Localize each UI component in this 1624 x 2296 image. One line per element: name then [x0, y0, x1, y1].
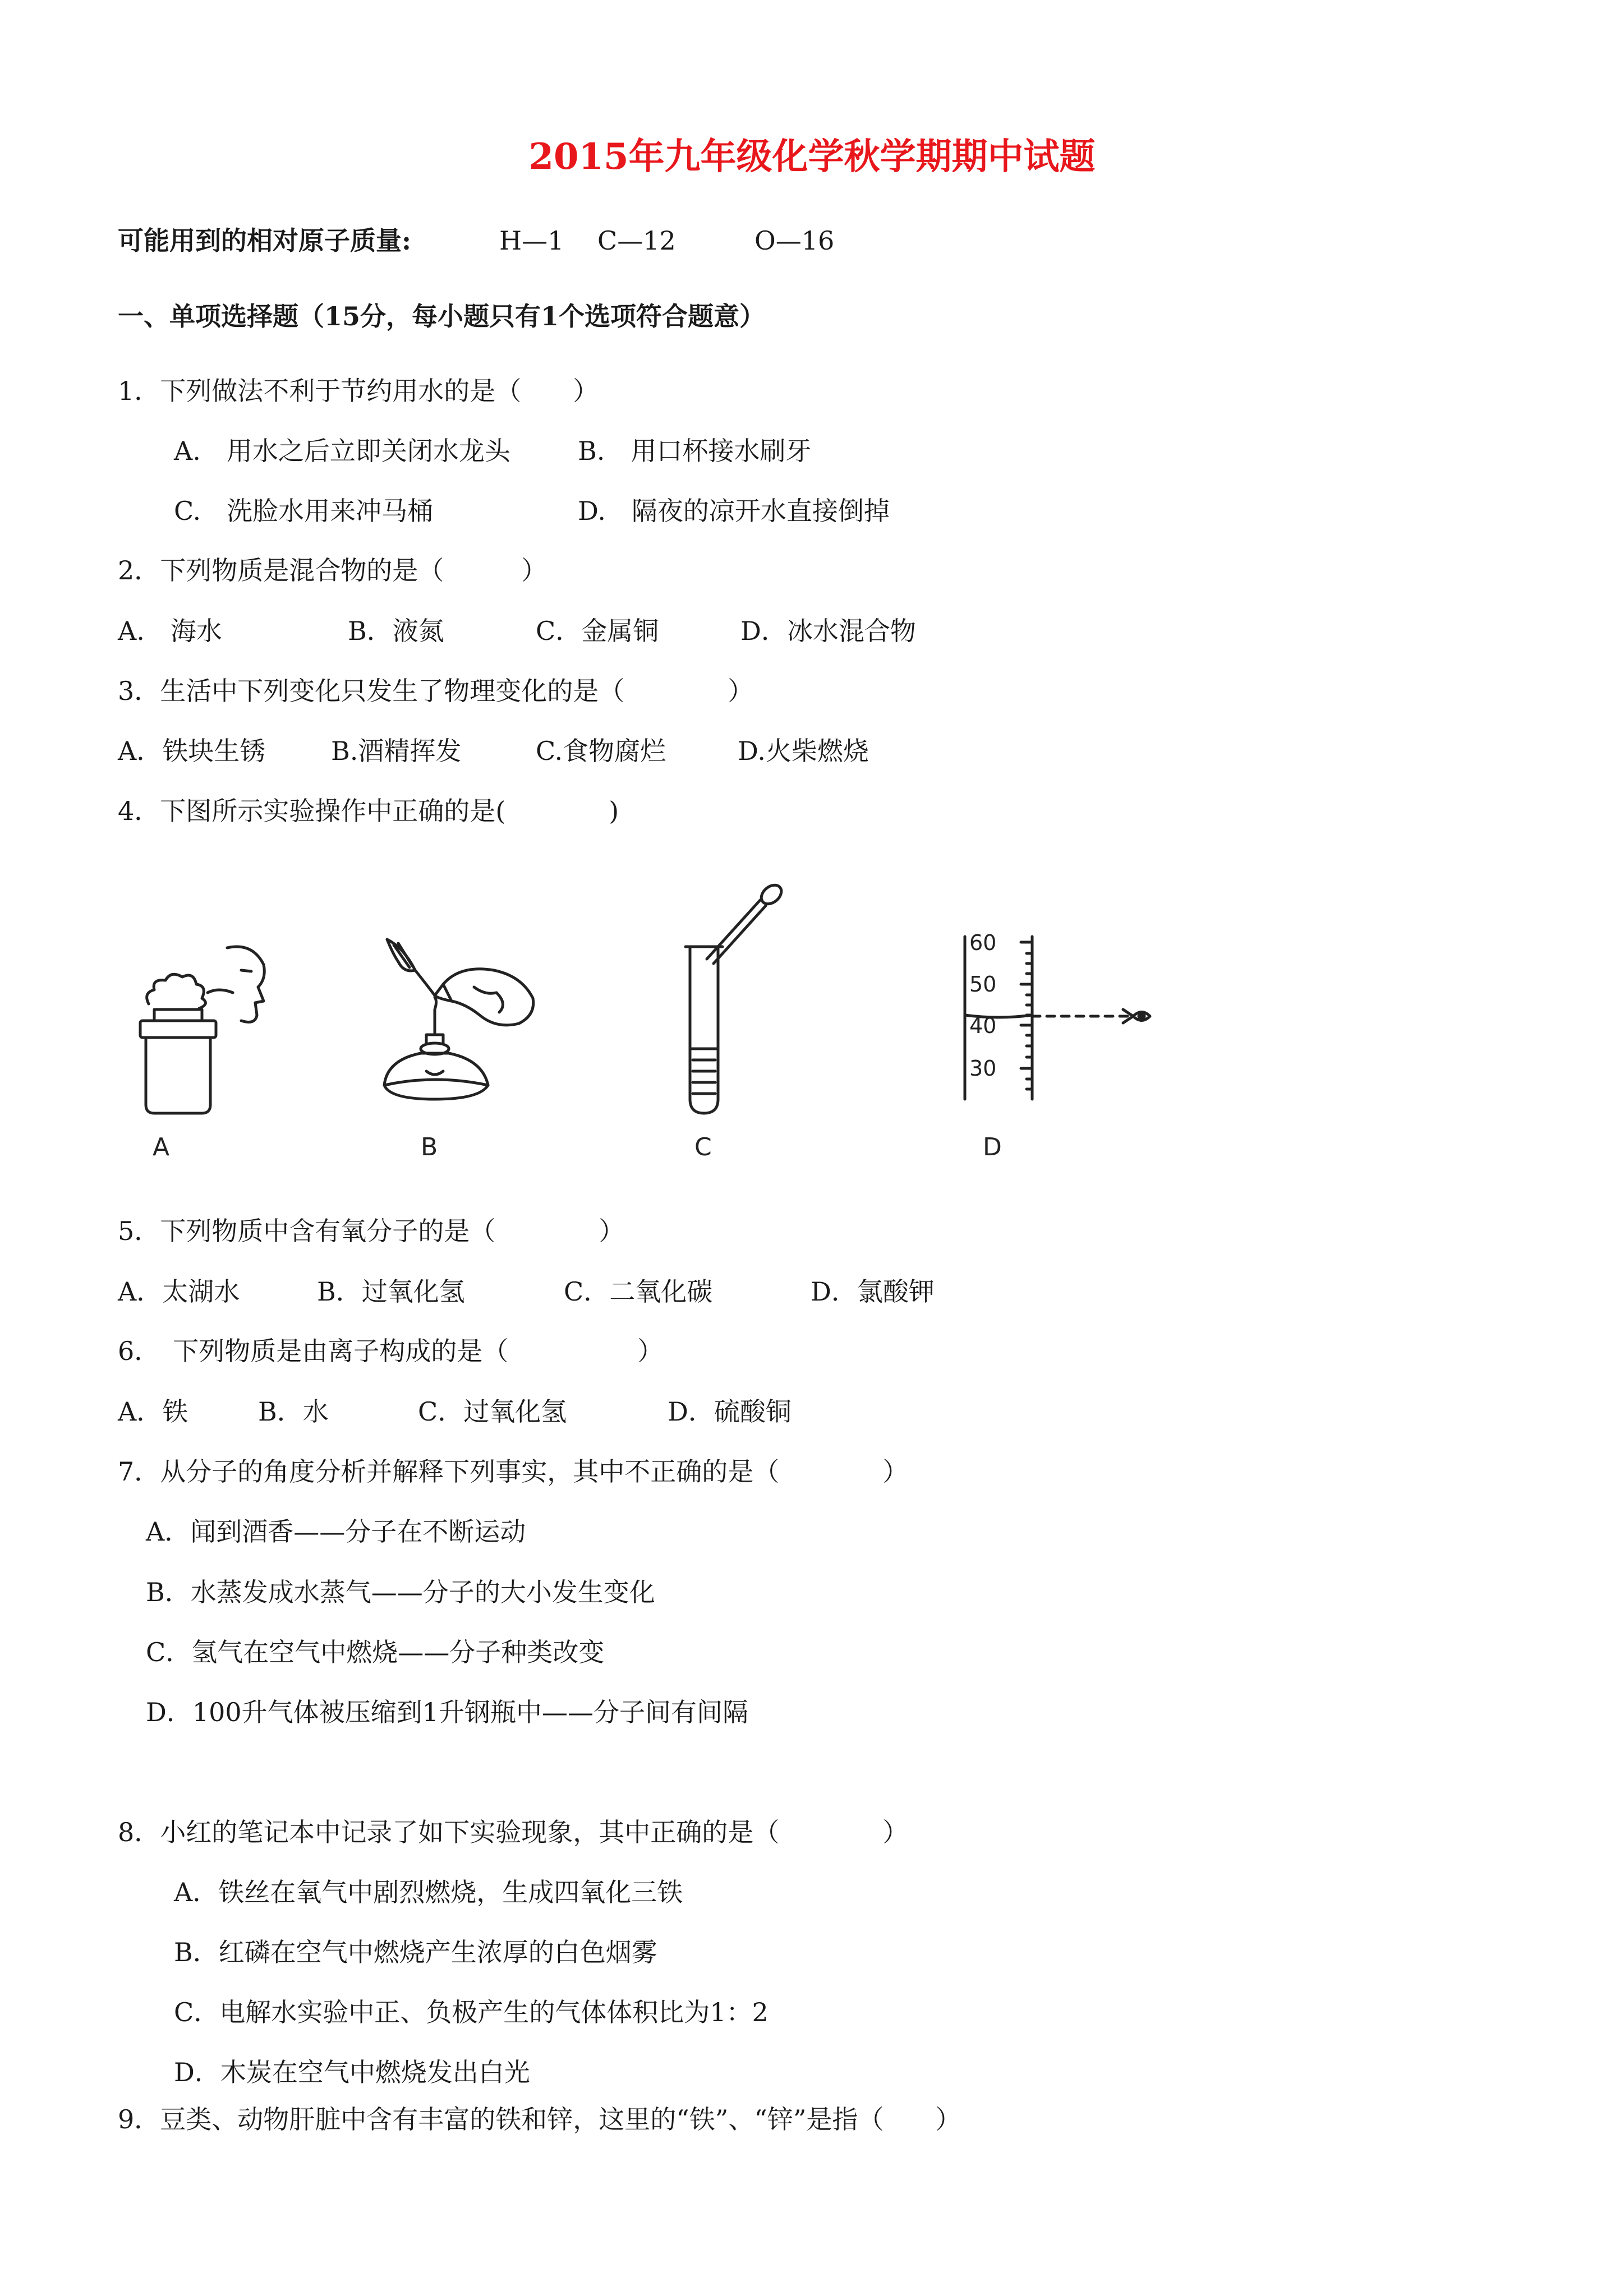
option: A. 用水之后立即关闭水龙头	[174, 436, 510, 466]
option: D．硫酸铜	[668, 1396, 792, 1427]
cylinder-tick-40: 40	[969, 1013, 997, 1038]
question-stem: 5．下列物质中含有氧分子的是（ ）	[118, 1216, 625, 1246]
option: A．铁块生锈	[118, 736, 266, 766]
option: A．太湖水	[118, 1276, 240, 1307]
option: C．氢气在空气中燃烧——分子种类改变	[146, 1637, 605, 1667]
option: C．电解水实验中正、负极产生的气体体积比为1：2	[174, 1997, 769, 2027]
option: D．100升气体被压缩到1升钢瓶中——分子间有间隔	[146, 1697, 748, 1727]
question-stem: 9．豆类、动物肝脏中含有丰富的铁和锌，这里的“铁”、“锌”是指（ ）	[118, 2104, 961, 2134]
question-stem: 1．下列做法不利于节约用水的是（ ）	[118, 376, 599, 406]
page-title: 2015年九年级化学秋学期期中试题	[528, 136, 1096, 178]
question-stem: 2．下列物质是混合物的是（ ）	[118, 555, 548, 585]
atomic-mass-o: O—16	[755, 225, 835, 256]
atomic-mass-label: 可能用到的相对原子质量:	[118, 225, 411, 256]
figure-label-a: A	[153, 1133, 170, 1161]
cylinder-tick-60: 60	[969, 931, 997, 955]
option: C．二氧化碳	[564, 1276, 713, 1307]
figure-d-graduated-cylinder	[948, 931, 1156, 1110]
figure-b-alcohol-lamp	[381, 931, 572, 1110]
figure-label-b: B	[421, 1133, 438, 1161]
figure-c-dropper-test-tube	[673, 875, 797, 1122]
figure-label-c: C	[694, 1133, 712, 1161]
option: C. 洗脸水用来冲马桶	[174, 496, 434, 526]
option: D．冰水混合物	[740, 616, 916, 646]
option: D．木炭在空气中燃烧发出白光	[174, 2057, 530, 2087]
option: C.食物腐烂	[536, 736, 666, 766]
option: B．红磷在空气中燃烧产生浓厚的白色烟雾	[174, 1937, 657, 1967]
option: B. 用口杯接水刷牙	[578, 436, 812, 466]
figure-label-d: D	[983, 1133, 1002, 1161]
option: B.酒精挥发	[331, 736, 462, 766]
question-stem: 3．生活中下列变化只发生了物理变化的是（ ）	[118, 676, 754, 706]
cylinder-tick-30: 30	[969, 1056, 997, 1081]
option: D.火柴燃烧	[738, 736, 869, 766]
question-stem: 8．小红的笔记本中记录了如下实验现象，其中正确的是（ ）	[118, 1817, 909, 1847]
option: C．金属铜	[536, 616, 659, 646]
figure-a-smelling-bottle	[123, 937, 269, 1122]
question-stem: 6． 下列物质是由离子构成的是（ ）	[118, 1336, 664, 1366]
option: C．过氧化氢	[418, 1396, 567, 1427]
cylinder-tick-50: 50	[969, 972, 997, 997]
section-heading: 一、单项选择题（15分，每小题只有1个选项符合题意）	[118, 301, 766, 331]
option: A．闻到酒香——分子在不断运动	[146, 1516, 526, 1547]
question-stem: 4．下图所示实验操作中正确的是( )	[118, 796, 619, 826]
option: A．铁丝在氧气中剧烈燃烧，生成四氧化三铁	[174, 1877, 683, 1907]
option: A. 海水	[118, 616, 222, 646]
option: B．液氮	[348, 616, 444, 646]
option: B．过氧化氢	[317, 1276, 465, 1307]
atomic-mass-h: H—1	[499, 225, 564, 256]
question-stem: 7．从分子的角度分析并解释下列事实，其中不正确的是（ ）	[118, 1456, 909, 1487]
atomic-mass-c: C—12	[597, 225, 676, 256]
option: B．水	[258, 1396, 329, 1427]
option: A．铁	[118, 1396, 188, 1427]
option: D．氯酸钾	[811, 1276, 935, 1307]
option: D. 隔夜的凉开水直接倒掉	[578, 496, 890, 526]
option: B．水蒸发成水蒸气——分子的大小发生变化	[146, 1577, 655, 1607]
